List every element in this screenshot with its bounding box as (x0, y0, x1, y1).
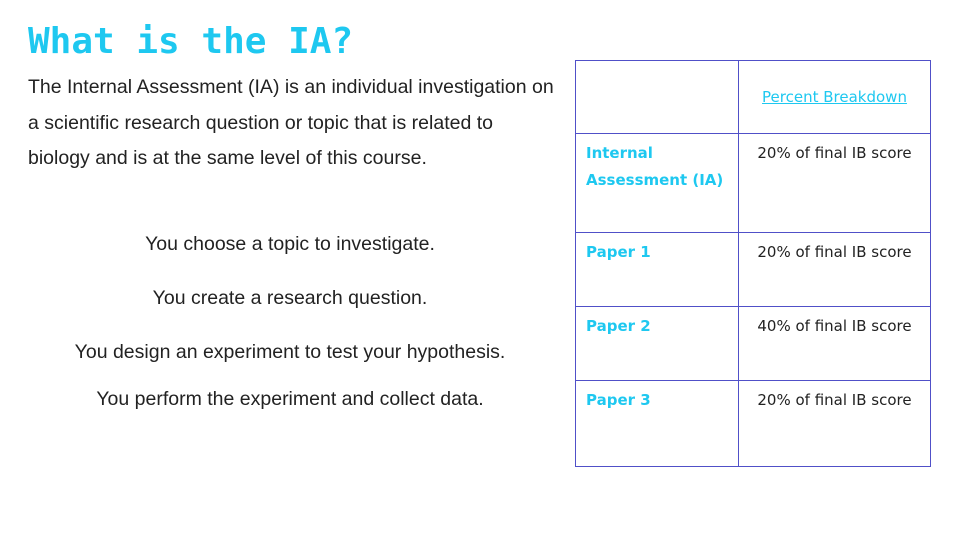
page-title: What is the IA? (28, 21, 354, 62)
table-row (576, 307, 931, 381)
row-label-paper-2: Paper 2 (576, 307, 739, 381)
step-research-question: You create a research question. (152, 287, 428, 309)
step-choose-topic: You choose a topic to investigate. (145, 233, 435, 255)
steps-list (20, 228, 560, 437)
table-row (576, 134, 931, 233)
percent-breakdown-table (575, 60, 931, 467)
table-row (576, 233, 931, 307)
table-header-row (576, 61, 931, 134)
row-value-paper-3: 20% of final IB score (739, 381, 931, 467)
row-value-internal-assessment: 20% of final IB score (739, 134, 931, 233)
row-label-paper-1: Paper 1 (576, 233, 739, 307)
step-design-experiment: You design an experiment to test your hypothesis. (74, 341, 506, 363)
row-value-paper-2: 40% of final IB score (739, 307, 931, 381)
table-row (576, 381, 931, 467)
row-label-internal-assessment: Internal Assessment (IA) (576, 134, 739, 233)
row-label-paper-3: Paper 3 (576, 381, 739, 467)
header-blank-cell (576, 61, 739, 134)
intro-paragraph: The Internal Assessment (IA) is an individual investigation on a scientific research question or topic that is related to biology and is at the same level of this course. (28, 76, 554, 169)
row-value-paper-1: 20% of final IB score (739, 233, 931, 307)
step-perform-experiment: You perform the experiment and collect data. (96, 388, 484, 410)
header-percent-breakdown: Percent Breakdown (739, 61, 931, 134)
